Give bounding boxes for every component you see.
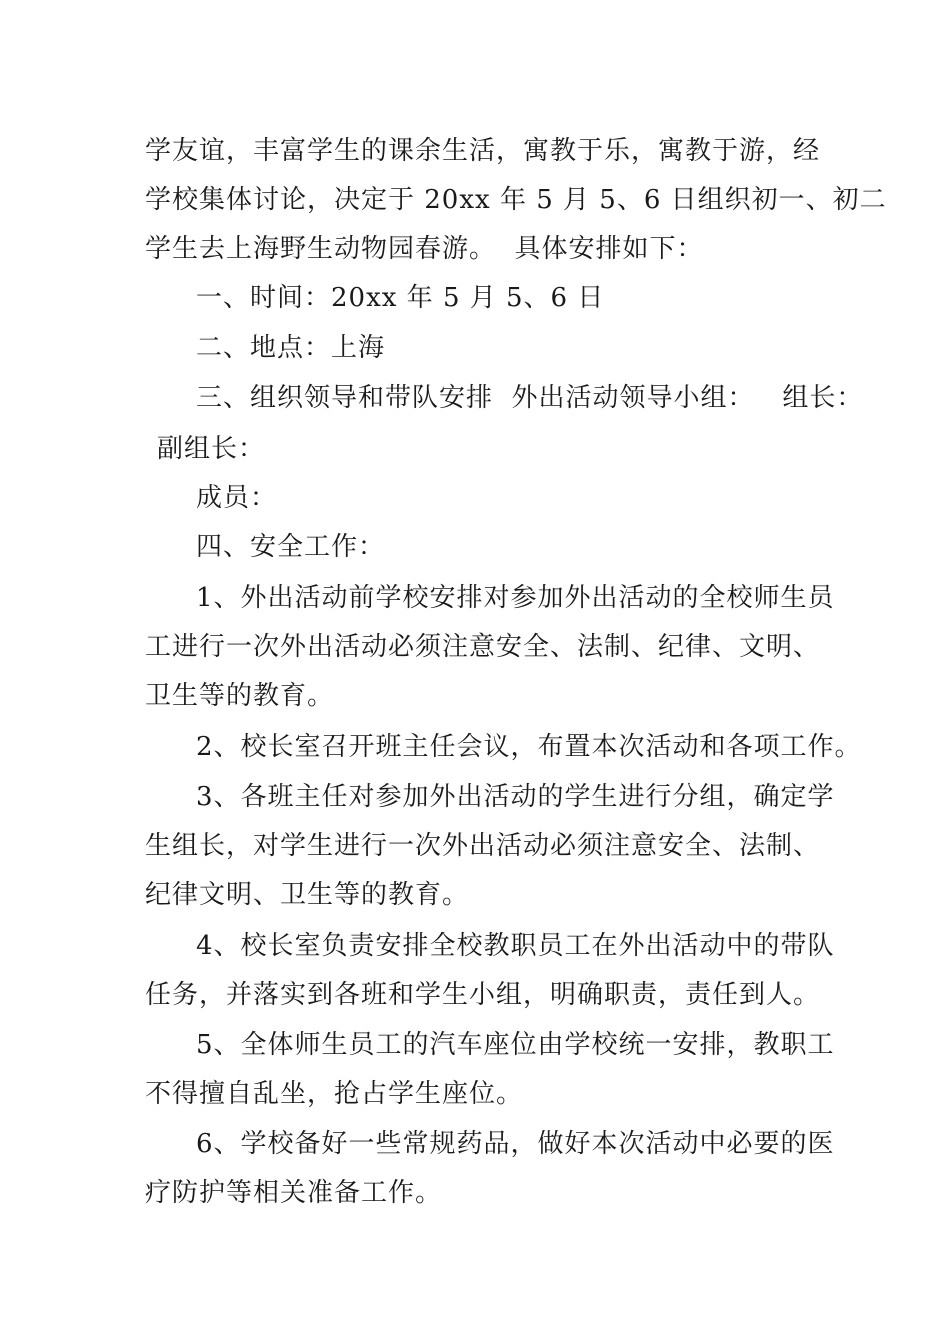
text-line-content: 卫生等的教育。 — [145, 681, 335, 711]
text-line-content: 学生去上海野生动物园春游。 具体安排如下： — [145, 234, 704, 264]
text-line-content: 学友谊，丰富学生的课余生活，寓教于乐，寓教于游，经 — [145, 136, 821, 166]
text-line — [0, 826, 950, 866]
text-line — [0, 478, 950, 518]
text-line — [0, 1173, 950, 1213]
text-line — [0, 131, 950, 171]
text-line — [0, 180, 950, 220]
text-line-content: 二、地点：上海 — [196, 333, 386, 363]
text-line — [0, 328, 950, 368]
text-line-content: 5、全体师生员工的汽车座位由学校统一安排，教职工 — [196, 1030, 835, 1060]
text-line — [0, 627, 950, 667]
text-line-content: 工进行一次外出活动必须注意安全、法制、纪律、文明、 — [145, 632, 821, 662]
text-line-content: 学校集体讨论，决定于 20xx 年 5 月 5、6 日组织初一、初二 — [145, 185, 887, 215]
text-line — [0, 777, 950, 817]
text-line-content: 6、学校备好一些常规药品，做好本次活动中必要的医 — [196, 1129, 835, 1159]
text-line — [0, 727, 950, 767]
text-line-content: 3、各班主任对参加外出活动的学生进行分组，确定学 — [196, 782, 835, 812]
text-line-content: 纪律文明、卫生等的教育。 — [145, 880, 470, 910]
text-line — [0, 429, 950, 469]
text-line-content: 2、校长室召开班主任会议，布置本次活动和各项工作。 — [196, 732, 862, 762]
text-line — [0, 875, 950, 915]
text-line — [0, 926, 950, 966]
text-line — [0, 1074, 950, 1114]
text-line-content: 四、安全工作： — [196, 532, 386, 562]
text-line — [0, 527, 950, 567]
text-line — [0, 1025, 950, 1065]
text-line-content: 三、组织领导和带队安排 外出活动领导小组： 组长： — [196, 383, 864, 413]
text-line-content: 任务，并落实到各班和学生小组，明确职责，责任到人。 — [145, 980, 821, 1010]
text-line-content: 生组长，对学生进行一次外出活动必须注意安全、法制、 — [145, 831, 821, 861]
text-line-content: 一、时间：20xx 年 5 月 5、6 日 — [196, 283, 605, 313]
text-line-content: 1、外出活动前学校安排对参加外出活动的全校师生员 — [196, 583, 835, 613]
text-line — [0, 676, 950, 716]
text-line-content: 4、校长室负责安排全校教职员工在外出活动中的带队 — [196, 931, 835, 961]
text-line-content: 副组长： — [157, 434, 266, 464]
text-line — [0, 1124, 950, 1164]
text-line — [0, 975, 950, 1015]
text-line — [0, 278, 950, 318]
text-line — [0, 378, 950, 418]
text-line — [0, 229, 950, 269]
text-line-content: 成员： — [196, 483, 278, 513]
text-line-content: 疗防护等相关准备工作。 — [145, 1178, 443, 1208]
text-line-content: 不得擅自乱坐，抢占学生座位。 — [145, 1079, 524, 1109]
text-line — [0, 578, 950, 618]
